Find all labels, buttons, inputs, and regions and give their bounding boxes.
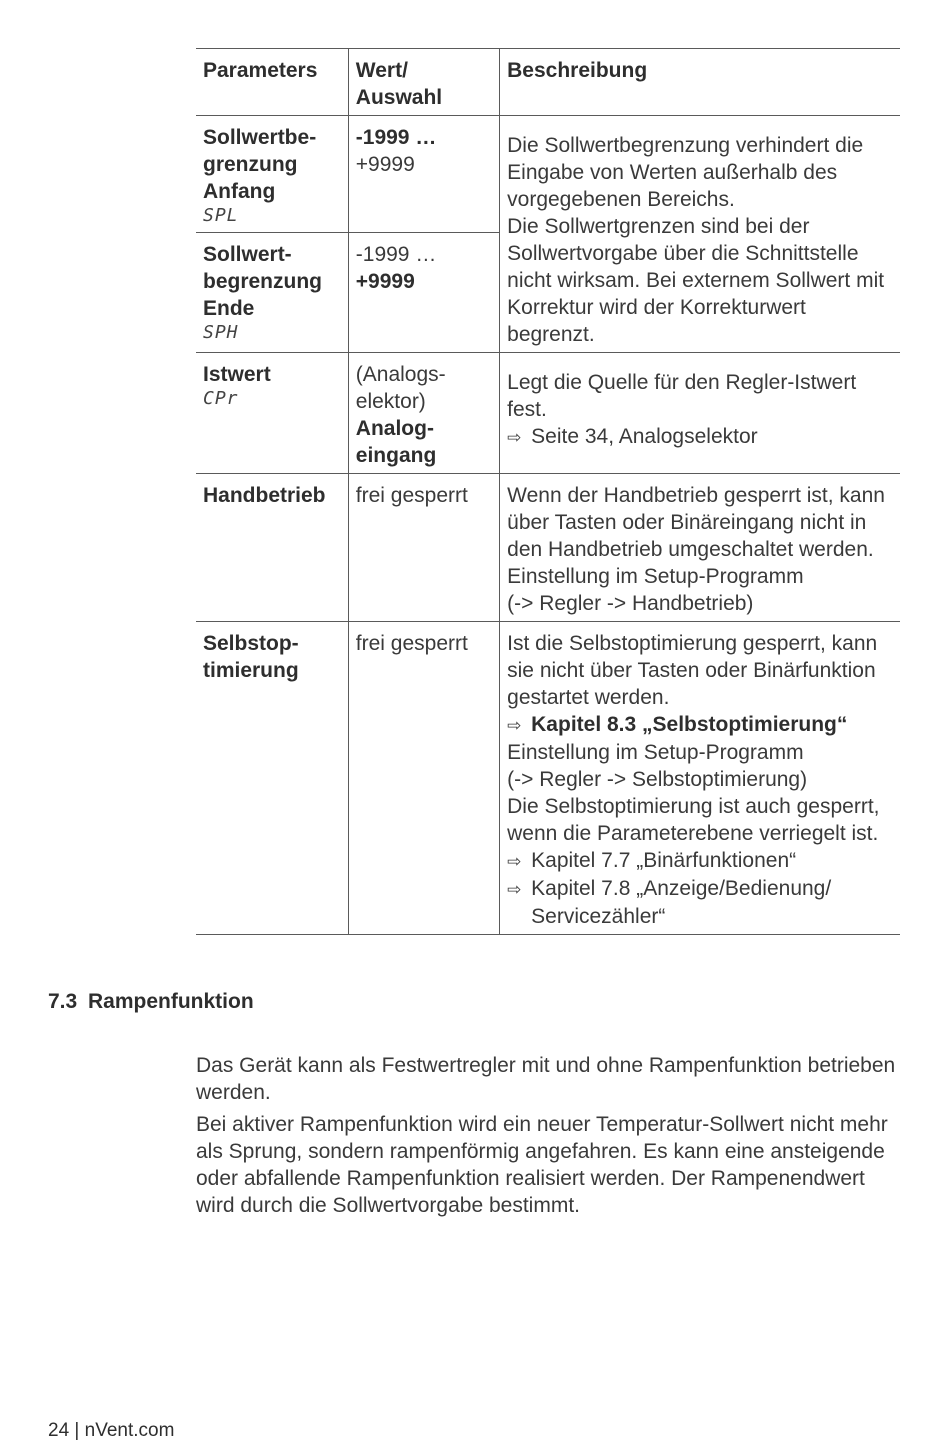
param-cell	[196, 116, 348, 233]
paragraph: Bei aktiver Rampenfunktion wird ein neuer Temperatur-Sollwert nicht mehr als Sprung, sondern rampenförmig angefahren. Es kann eine ansteigende oder abfallende Rampenfunktion realisiert werden. Der Rampenendwert wird durch die Sollwertvorgabe bestimmt.	[196, 1113, 888, 1217]
description-text: Einstellung im Setup-Programm	[507, 565, 804, 588]
right-arrow-icon: ⇨	[507, 852, 522, 871]
value-normal: frei gesperrt	[355, 484, 468, 507]
param-name: Istwert	[203, 363, 271, 386]
description-text: Legt die Quelle für den Regler-Istwert fest.	[507, 371, 857, 421]
parameter-table	[196, 48, 900, 935]
description-text: Die Sollwertgrenzen sind bei der Sollwertvorgabe über die Schnittstelle nicht wirksam. Bei externem Sollwert mit Korrektur wird der Korrekturwert begrenzt.	[507, 215, 885, 346]
value-normal: +9999	[355, 153, 415, 176]
description-text: Die Sollwertbegrenzung verhindert die Eingabe von Werten außerhalb des vorgegebenen Bereichs.	[507, 134, 864, 211]
description-cell	[500, 474, 900, 622]
description-text: Ist die Selbstoptimierung gesperrt, kann sie nicht über Tasten oder Binärfunktion gestartet werden.	[507, 632, 878, 709]
reference-text-bold: Kapitel 8.3 „Selbstoptimierung“	[531, 713, 848, 736]
reference-text: Kapitel 7.8 „Anzeige/Bedienung/ Servicezähler“	[531, 877, 832, 928]
section-number: 7.3	[48, 990, 78, 1013]
value-cell	[348, 233, 499, 353]
table-header-row	[196, 49, 900, 116]
section-heading	[48, 990, 254, 1014]
param-cell	[196, 474, 348, 622]
section-title: Rampenfunktion	[88, 990, 254, 1013]
description-cell	[500, 353, 900, 474]
value-normal: -1999 …	[355, 243, 437, 266]
section-body	[196, 1052, 896, 1224]
reference-text: Seite 34, Analogselektor	[531, 425, 758, 448]
description-text: (-> Regler -> Handbetrieb)	[507, 592, 754, 615]
param-cell	[196, 353, 348, 474]
reference-link[interactable]	[507, 423, 893, 451]
value-bold: -1999 …	[355, 126, 437, 149]
description-cell-merged	[500, 116, 900, 353]
param-display-code: SPH	[203, 322, 239, 343]
table-row	[196, 353, 900, 474]
right-arrow-icon: ⇨	[507, 428, 522, 447]
value-cell	[348, 474, 499, 622]
param-display-code: SPL	[203, 205, 239, 226]
value-cell	[348, 622, 499, 935]
value-bold: Analog- eingang	[355, 417, 437, 467]
reference-link[interactable]	[507, 711, 893, 739]
table-row	[196, 116, 900, 233]
param-name: Sollwertbe- grenzung Anfang	[203, 126, 317, 203]
param-cell	[196, 233, 348, 353]
value-cell	[348, 353, 499, 474]
header-description: Beschreibung	[500, 49, 900, 116]
param-display-code: CPr	[203, 388, 239, 409]
right-arrow-icon: ⇨	[507, 880, 522, 899]
description-cell	[500, 622, 900, 935]
right-arrow-icon: ⇨	[507, 716, 522, 735]
value-cell	[348, 116, 499, 233]
header-parameters: Parameters	[196, 49, 348, 116]
page-footer	[48, 1420, 174, 1442]
table-row	[196, 474, 900, 622]
description-text: Wenn der Handbetrieb gesperrt ist, kann über Tasten oder Binäreingang nicht in den Handbetrieb umgeschaltet werden.	[507, 484, 885, 561]
header-value: Wert/ Auswahl	[348, 49, 499, 116]
param-cell	[196, 622, 348, 935]
param-name: Handbetrieb	[203, 484, 326, 507]
description-text: Die Selbstoptimierung ist auch gesperrt, wenn die Parameterebene verriegelt ist.	[507, 795, 880, 845]
page-number: 24	[48, 1420, 70, 1441]
description-text: Einstellung im Setup-Programm	[507, 741, 804, 764]
value-normal: (Analogs- elektor)	[355, 363, 446, 413]
paragraph: Das Gerät kann als Festwertregler mit und ohne Rampenfunktion betrieben werden.	[196, 1054, 896, 1104]
value-normal: frei gesperrt	[355, 632, 468, 655]
param-name: Selbstop- timierung	[203, 632, 299, 682]
param-name: Sollwert- begrenzung Ende	[203, 243, 322, 320]
reference-text: Kapitel 7.7 „Binärfunktionen“	[531, 849, 797, 872]
reference-link[interactable]	[507, 847, 893, 875]
description-text: (-> Regler -> Selbstoptimierung)	[507, 768, 808, 791]
reference-link[interactable]	[507, 875, 893, 930]
table-row	[196, 622, 900, 935]
footer-site-link[interactable]: | nVent.com	[74, 1420, 175, 1441]
value-bold: +9999	[355, 270, 415, 293]
